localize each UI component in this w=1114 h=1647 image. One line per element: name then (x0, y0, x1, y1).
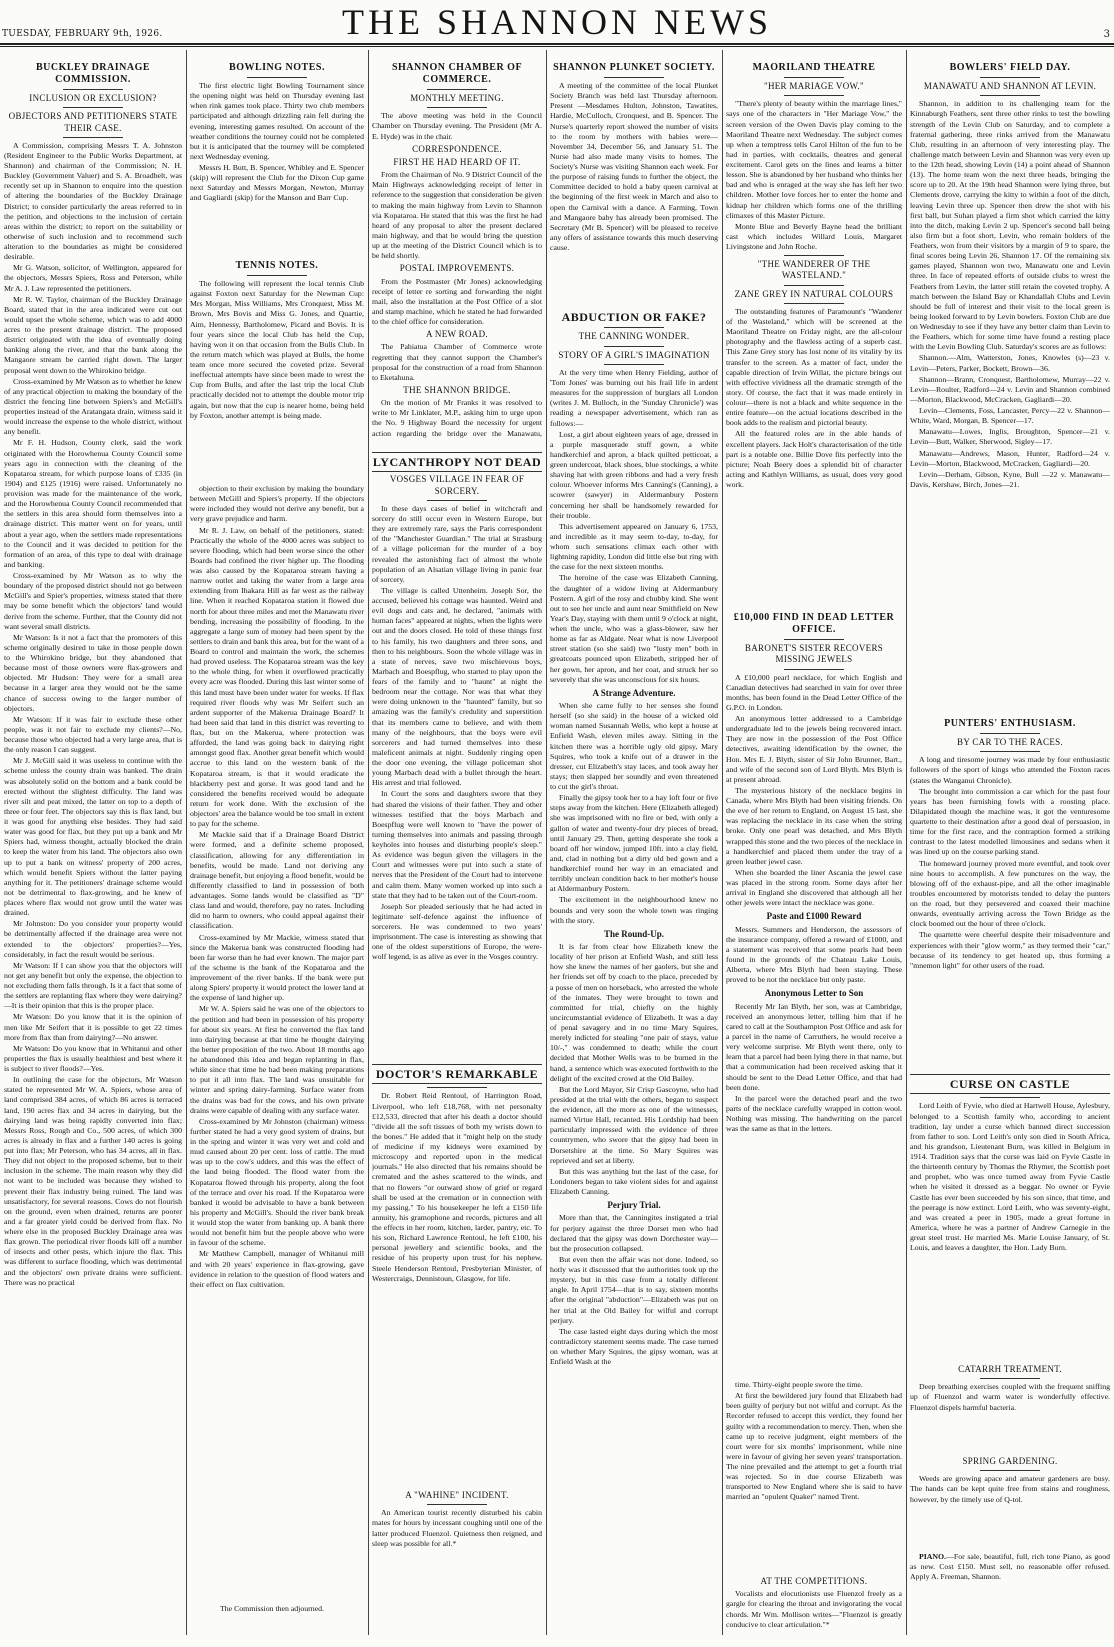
section-heading: Paste and £1000 Reward (766, 911, 862, 922)
divider (63, 107, 123, 108)
article-title: CATARRH TREATMENT. (958, 1364, 1062, 1374)
article-doctors-remarkable-will (372, 1064, 542, 1484)
paragraph: Recently Mr Ian Blyth, her son, was at Cambridge, received an anonymous letter, telling him that if he cared to call at the Southampton Post Office and ask for a parcel in the name of Carruthers, he would receive a very welcome surprise. Mr Blyth went there, only to learn that a parcel had been lying there in that name, but that a communication had been received asking that it should be sent to the Dead Letter Office, and that had been done. (726, 1001, 902, 1092)
section-heading: Perjury Trial. (607, 1200, 661, 1211)
paragraph: The village is called Uttenheim. Joseph Sor, the accused, believed his cottage was haunted. Weird and evil dogs and cats and, he declared, "animals with human faces" appeared at nights, when the lights were out and the doors closed. He told of these things first to his family, his two daughters and three sons, and then to his neighbours. Soon the whole village was in a state of nerves, save two mischievous boys, Marbach and Boespflug, who started to play upon the fears of the family and to "haunt" at night the bedroom near the cottage. Nor was that what they were doing unknown to the "haunted" family, but so amazing was the family's credulity and superstition that its members came to believe, and with them many of the neighbours, that the boys were evil sorcerers and had turned themselves into these maleficent animals at night. Suddenly ringing open the door one evening, the village policeman shot young Marbach dead with a bullet through the heart. His arrest and trial followed. (372, 585, 542, 788)
article-title: LYCANTHROPY NOT DEAD (372, 455, 542, 469)
paragraph: The quartette were cheerful despite their misadventure and experiences with their "glow worm," as they termed their "car," because of its tendency to get heated up, thus forming a "mnemon light" for other users of the road. (910, 930, 1110, 970)
divider (980, 1470, 1040, 1471)
article-dead-letter-office (726, 610, 902, 1370)
paragraph: But the Lord Mayor, Sir Crisp Gascoyne, who had presided at the trial with the others, began to suspect the evidence, all the more as one of the witnesses, named Virtue Hall, recanted. His Lordship had been particularly impressed with the evidence of three countrymen, who swore that the gipsy had been in Dorsetshire at the time. So Mary Squires was reprieved and set at liberty. (550, 1084, 718, 1165)
article-title: PUNTERS' ENTHUSIASM. (944, 718, 1076, 729)
divider (784, 639, 844, 640)
article-plunket-society (550, 60, 718, 300)
article-title: BUCKLEY DRAINAGE COMMISSION. (35, 62, 151, 85)
paragraph: Mr Mackie said that if a Drainage Board District were formed, and a definite scheme proposed, classification, allowing for any differentiation in benefits, would be made. Land not deriving any drainage benefit, but enjoying a flood benefit, would be differently classified to land in possession of both advantages. Some lands would be classified as "D" class land and would, therefore, pay no rates. Including did no harm to owners, who could appeal against their classification. (190, 830, 364, 931)
column-rule (906, 50, 907, 1635)
paragraph: An anonymous letter addressed to a Cambridge undergraduate led to the jewels being recovered intact. They are now in the possession of the Post Office detectives, awaiting identification by the owner, the Hon. Mrs E. J. Blyth, sister of Sir John Brunner, Bart., and wife of the second son of Lord Blyth. Mrs Blyth is at present abroad. (726, 714, 902, 784)
article-subtitle: BY CAR TO THE RACES. (957, 737, 1063, 747)
paragraph: Mr Watson: If I can show you that the objectors will not get any benefit but only the expense, the objection to not excluding them falls through. Is it a fact that some of the settlers are replanting flax where they were dairying?—It is their opinion that this is the proper place. (4, 960, 182, 1011)
section-heading: "HER MARIAGE VOW." (763, 81, 864, 91)
divider (980, 77, 1040, 78)
section-heading: THE SHANNON BRIDGE. (403, 384, 511, 395)
column-rule (186, 50, 187, 1635)
paragraph: In outlining the case for the objectors, Mr Watson stated he represented Mr W. A. Spiers, whose area of land comprised 384 acres, of which 86 acres is terraced land, 190 acres flax and 34 acres in dairying, but the dairying land was being rapidly converted into flax; Messrs Ross, Rough and Co., 500 acres, of which 300 acres is already in flax and a further 140 acres is going put into flax; Mr Peterson, who has 34 acres, all in flax. They did not object to the proposed scheme, but to their inclusion in the scheme. The main reason why they did not want to be included was because they wished to prevent their flax industry being ruined. The land was unsatisfactory, for several reasons. Cows do not flourish on the ground, even when drained, returns are poorer and a far greater yield could be derived from flax. No where else in the proposed Buckley Drainage area was flax grown. The periodical river floods kill off a number of insects and other pests, which injure the flax. This was different to surface flooding, which was detrimental and the objectors' own private drains were sufficient. There was no practical (4, 1075, 182, 1287)
paragraph: "There's plenty of beauty within the marriage lines," says one of the characters in "Her Mariage Vow," the screen version of the Owen Davis play coming to the Maoriland Theatre next Wednesday. The subject comes up when a temptress tells Carol Hilton of the fun to be had in parties, with cocktails, theatres and general excitement. Carol gets on the lines and learns a bitter lesson. She is abandoned by her husband who thinks her bad and who is enraged at the way she has left her two children. Mother love forces her to enter the home and kidnap her children which forms one of the thrilling climaxes of this Master Picture. (726, 99, 902, 220)
article-title: CURSE ON CASTLE (949, 1077, 1071, 1091)
paragraph: Mr Matthew Campbell, manager of Whitanui mill and with 20 years' experience in flax-growing, gave evidence in relation to the question of flood waters and their effect on flax cultivation. (190, 1249, 364, 1289)
classified-piano-for-sale (910, 1552, 1110, 1642)
divider (604, 346, 664, 347)
article-subtitle: INCLUSION OR EXCLUSION? (29, 93, 157, 103)
paragraph: Messrs H. Butt, B. Spencer, Whibley and E. Spencer (skip) will represent the Club for the Dixon Cup game next Saturday and Messrs Morgan, Newton, Murray and Gagliardi (skip) for the Manson and Barr Cup. (190, 163, 364, 203)
article-abduction-continued (726, 1380, 902, 1570)
paragraph: Messrs. Summers and Henderson, the assessors of the insurance company, offered a reward of £1000, and a statement was received that some pearls had been found in the grounds of the Chateau Lake Louis, Alberta, where Mrs Blyth had been staying. These proved to be not the necklace but only paste. (726, 924, 902, 985)
headline-box (910, 1074, 1110, 1094)
paragraph: From the Chairman of No. 9 District Council of the Main Highways acknowledging receipt of letter in reference to the suggestion that consideration be given to making the main highway from Levin to Shannon via Kopataroa. He stated that this was the first he had heard of any proposal to alter the present declared main highway, and that he would bring the question up at the meeting of the District Council which is to be held shortly. (372, 170, 542, 261)
paragraph: But even then the affair was not done. Indeed, so hotly was it discussed that the authorities took up the mystery, but in this case from a totally different angle. In April 1754—that is to say, sixteen months after the original "abduction"—Elizabeth was put on her trial at the Old Bailey for wilful and corrupt perjury. (550, 1254, 718, 1325)
section-heading: "THE WANDERER OF THE WASTELAND." (757, 259, 871, 281)
section-heading: Anonymous Letter to Son (764, 988, 864, 999)
column-rule (722, 50, 723, 1635)
article-subtitle: MANAWATU AND SHANNON AT LEVIN. (923, 81, 1097, 91)
paragraph: The first electric light Bowling Tournament since the opening night was held on Thursday evening last when rink games took place. Thirty two club members participated and although drizzling rain fell during the evening, interesting games resulted. On account of the weather conditions the tourney could not be completed but it is anticipated that the tourney will be completed next Wednesday evening. (190, 81, 364, 161)
section-heading: A Strange Adventure. (592, 687, 676, 698)
paragraph: All the featured roles are in the able hands of excellent players. Jack Holt's characterisation of the title part is a notable one. Billie Dove fits perfectly into the picture; Noah Beery does a splendid bit of character acting and Kathlyn Williams, as usual, does very good work. (726, 429, 902, 489)
paragraph: objection to their exclusion by making the boundary between McGill and Spiers's property. If the objectors were included they would not derive any benefit, but a very grave prejudice and harm. (190, 484, 364, 524)
headline-box (372, 1064, 542, 1084)
paragraph: The mysterious history of the necklace begins in Canada, where Mrs Blyth had been visiting friends. On the eve of her return to England, on August 15 last, she was replacing the necklace in its case when the string broke. Only one pearl was detached, and Mrs Blyth wrapped this stone and the two pieces of the necklace in a handkerchief and placed them under the tray of a green leather jewel case. (726, 785, 902, 866)
paragraph: Deep breathing exercises coupled with the frequent sniffing up of Fluenzol and warm water is wonderfully effective. Fluenzol dispels harmful bacteria. (910, 1382, 1110, 1412)
article-title: SHANNON CHAMBER OF COMMERCE. (391, 62, 523, 85)
paragraph: The excitement in the neighbourhood knew no bounds and very soon the whole town was ringing with the story. (550, 895, 718, 925)
paragraph: The brought into commission a car which for the past four years has been furnishing fowls with a roosting place. Dilapidated though the machine was, it got the venturesome quartette to their destination after a good deal of persuasion, in time for the first race, and the contraption formed a striking contrast to the latest modelled limousines and sedans when it was lined up on the course parking stand. (910, 786, 1110, 857)
paragraph: Finally the gipsy took her to a hay loft four or five steps away from the kitchen. Here (Elizabeth alleged) she was imprisoned with no fire or bed, with only a gallon of water and twenty-four dry pieces of bread, until January 29. Then, getting desperate she took a board off her window, jumped 10ft. into a clay field, and, clad in nothing but a dirty old bed gown and a handkerchief round her way in an emaciated and terribly unclean condition back to her mother's house at Aldermanbury Postern. (550, 793, 718, 894)
score-line: Manawatu—Lowes, Inglis, Broughton, Spencer—21 v. Levin—Butt, Walker, Sherwood, Sigley—17. (910, 427, 1110, 447)
masthead-rule (0, 43, 1114, 47)
headline-box (372, 452, 542, 472)
paragraph: Lord Leith of Fyvie, who died at Hartwell House, Aylesbury, belonged to a Scottish family who, according to ancient tradition, lay under a curse which banned direct succession from father to son. Lord Leith's only son died in South Africa, and his grandson, Lieutenant Burn, was killed in Belgium in 1914. Tradition says that the curse was laid on Fyvie Castle in the thirteenth century by Thomas the Rhymer, the Scottish poet and prophet, who was once turned away from Fyvie Castle when he visited it dressed as a beggar. No owner or Fyvie Castle has ever been succeeded by his son since, that time, and the peerage is now extinct. Lord Leith, who was seventy-eight, and was created a peer in 1905, made a great fortune in America, where he was a partner of Andrew Carnegie in the great steel trust. He married Ms. Marie Louise January, of St. Louis, and leaves a daughter, the Hon. Lady Burn. (910, 1101, 1110, 1253)
article-title: DOCTOR'S REMARKABLE (375, 1067, 539, 1081)
divider (427, 1087, 487, 1088)
article-title: SPRING GARDENING. (962, 1456, 1058, 1466)
article-subtitle: BARONET'S SISTER RECOVERS MISSING JEWELS (744, 643, 884, 665)
paragraph: The following will represent the local tennis Club against Foxton next Saturday for the Newman Cup: Mrs Morgan, Miss Williams, Mrs Cronquest, Miss M. Brown, Mrs Bovis and Miss G. Jones, and Quartie, Aim, Hennessy, Bartholomew, Picard and Bovis. It is four years since the local Club has held the Cup, having won it on that occasion from the Bulls Club. In the return match which was played at Bulls, the home team once more secured the coveted prize. Several ineffectual attempts have since been made to wrest the Cup from Bulls, and after the last trip the local Club practically decided not to attempt the double motor trip again, but now that the cup is nearer home, being held by Foxton, another attempt is being made. (190, 279, 364, 420)
buckley-closing-line (190, 1604, 542, 1640)
paragraph: The homeward journey proved more eventful, and took over nine hours to accomplish. A few punctures on the way, the blowing off of the exhaust-pipe, and all the other imaginable troubles encountered by motorists tended to delay the punters on the road, but they persevered and coaxed their machine onwards, eventually arriving across the Town Bridge as the clock boomed out the hour of three o'clock. (910, 858, 1110, 929)
divider (247, 275, 307, 276)
section-heading: POSTAL IMPROVEMENTS. (399, 263, 515, 274)
paragraph: From the Postmaster (Mr Jones) acknowledging receipt of letter re sorting and forwarding the night mail, also the installation at the Post Office of a slot and stamp machine, which he stated he had forwarded to the chief office for consideration. (372, 276, 542, 326)
paragraph: The above meeting was held in the Council Chamber on Thursday evening. The President (Mr A. E. Hyde) was in the chair. (372, 111, 542, 141)
section-heading: CORRESPONDENCE. (412, 143, 502, 154)
paragraph: Mr F. H. Hudson, County clerk, said the work originated with the Horowhenua County Council some years ago in connection with the cleaning of the Kopataroa stream, for which purpose loans of £335 (in 1904) and £125 (1916) were raised. Unfortunately no provision was made for the maintenance of the work, and the Horowhenua County Council recommended that the settlers in this area should form themselves into a drainage district. This matter went on for years, until about a year ago, when the settlers made representations to the Council and it was decided to petition for the formation of an area, of this type to deal with drainage and banking. (4, 438, 182, 569)
article-subtitle: OBJECTORS AND PETITIONERS STATE THEIR CASE. (8, 111, 178, 133)
article-title: SHANNON PLUNKET SOCIETY. (553, 62, 715, 73)
divider (247, 77, 307, 78)
paragraph: This advertisement appeared on January 6, 1753, and incredible as it may seem to-day, to-day, for whom such sensations climax each other with lightning rapidity, London did little else but ring with the case for the next sixteen months. (550, 521, 718, 572)
section-heading: A NEW ROAD. (426, 329, 488, 340)
paragraph: time. Thirty-eight people swore the time. (735, 1380, 863, 1389)
paragraph: Cross-examined by Mr Johnston (chairman) witness further stated he had a very good system of drains, but in the spring and winter it was very wet and cold and mud caused about 20 per cent. loss of cattle. The mud was up to the cow's udders, and this was the effect of the land being flooded. The flood water from the Kopataroa flowed through his property, along the foot of the terrace and over his road. If the Kopataroa were banked it would be advisable to have a bank between his property and McGill's. Should the river bank break it would stop the water from banking up. A bank there would not benefit him but the people above who were in favour of the scheme. (190, 1116, 364, 1248)
paragraph: An American tourist recently disturbed his cabin mates for hours by incessant coughing until one of the latter produced Fluenzol. Quietness then reigned, and sleep was possible for all.* (372, 1508, 542, 1548)
divider (604, 327, 664, 328)
paragraph: Joseph Sor pleaded seriously that he had acted in legitimate self-defence against the influence of sorcerers. He was condemned to two years' imprisonment. The case is interesting as showing that one of the oldest superstitions of Europe, the were-wolf legend, is as alive as ever in the Vosges country. (372, 901, 542, 962)
paragraph: A meeting of the committee of the local Plunket Society Branch was held last Thursday afternoon. Present —Mesdames Hulton, Johnston, Tawatites, Hardie, McCulloch, Cronquest, and B. Spencer. The Nurse's quarterly report showed the number of visits to the room by mothers with babies were—November 34, December 56, and January 51. The Nurse had also made many visits to homes. The Society's Nurse was visiting Shannon each week. For the purpose of raising funds to further the object, the Committee decided to hold a baby queen carnival at the beginning of the first week in March and also to open the Carnival with a dance. A Farming, Town and Mangaore baby has already been promised. The Secretary (Mr B. Spencer) will be pleased to receive any offers of assistance towards this much deserving cause. (550, 81, 718, 252)
section-heading: FIRST HE HAD HEARD OF IT. (393, 156, 521, 167)
paragraph: Mr Watson: Do you know that it is the opinion of men like Mr Seifert that it is possible to get 22 times more from flax than from dairying?—No answer. (4, 1012, 182, 1042)
article-subtitle: VOSGES VILLAGE IN FEAR OF SORCERY. (389, 474, 525, 496)
article-buckley-drainage (4, 60, 182, 1642)
paragraph: At first the bewildered jury found that Elizabeth had been guilty of perjury but not wilful and corrupt. As the Recorder refused to accept this verdict, they found her guilty with a recommendation to mercy. Then, when she came up to receive judgment, eight members of the court were for six months' imprisonment, while nine were in favour of giving her seven years' transportation. The nine prevailed and the attempt to get a fourth trial was rejected. So in due course Elizabeth was transported to New England where she is said to have married an "opulent Quaker" named Trent. (726, 1391, 902, 1502)
divider (784, 285, 844, 286)
paragraph: A £10,000 pearl necklace, for which English and Canadian detectives had searched in vain for over three months, has been found in the Dead Letter Office of the G.P.O. in London. (726, 672, 902, 712)
article-lycanthropy (372, 452, 542, 1058)
section-heading: The Round-Up. (603, 928, 665, 939)
article-title: £10,000 FIND IN DEAD LETTER OFFICE. (733, 612, 895, 635)
article-maoriland-theatre (726, 60, 902, 600)
divider (784, 669, 844, 670)
article-spring-gardening (910, 1454, 1110, 1540)
divider (63, 137, 123, 138)
paragraph: Mr J. McGill said it was useless to continue with the scheme unless the county drain was banked. The drain was absolutely solid on the bottom and a bank could be erected without the slightest difficulty. The land was river silt and peat mixed, the latter on top to a depth of three or four feet. The objectors say this is flax land, but it was good for anything else besides. They had said water was good for flax, but they put up a bank and Mr Spiers had, witness thought, actually blocked the drain to keep the water from his land. The objectors also own up to put a bank on witness' property of 200 acres, which would benefit Spiers without the latter paying anything for it. The petitioners' drainage scheme would not be detrimental to flax-growing, and he knew of places where flax would not grow until the water was drained. (4, 756, 182, 918)
divider (980, 733, 1040, 734)
issue-date: TUESDAY, FEBRUARY 9th, 1926. (2, 29, 163, 39)
section-heading: ZANE GREY IN NATURAL COLOURS (734, 288, 894, 299)
paragraph: When she boarded the liner Ascania the jewel case was placed in the strong room. Some days after her arrival in England she discovered that although all her other jewels were intact the necklace was gone. (726, 867, 902, 908)
paragraph: Mr W. A. Spiers said he was one of the objectors to the petition and had been in possession of his property for about six years. At first he converted the flax land into dairying because at that time he thought dairying the better proposition of the two. About 18 months ago he abandoned this idea and began replanting in flax, while since that time he had been making preparations to put it all into flax. The land was unsuitable for winter and spring dairy-farming. Surface water from the drains was bad for the cows, and his own private drains were capable of dealing with any surface water. (190, 1004, 364, 1115)
article-chamber-of-commerce (372, 60, 542, 440)
paragraph: Mr R. J. Law, on behalf of the petitioners, stated: Practically the whole of the 4000 acres was subject to severe flooding, which had been worse since the other Boards had confined the river higher up. The flooding was also caused by the Kopataroa stream having a narrow outlet and taking the water from a large area extending from Ihakara Hill as far west as the railway line. When it reached Kopataroa station it flowed due north for about three miles and met the Manawatu river bending, increasing the possibility of flooding. In the aggregate a large sum of money had been spent by the settlers to drain and bank this area, but for the want of a Board to control and maintain the work, the schemes had proved useless. The Kopataroa stream was the key to the whole thing, for when it overflowed practically every acre was flooded. During this last winter some of this land must have been under water for weeks. If flax required river floods why was Mr Seifert such an ardent supporter of the Makerua Drainage Board? It had been said that land in this district was reverting to flax, but on the Makerua, where protection was afforded, the land was going back to dairying right amongst good flax. Another great benefit which would accrue to this land on the western bank of the Kopataroa stream, is that it would eradicate the blackberry pest and gorse. It was good land and he considered the benefits received would be adequate return for work done. With the exclusion of the objectors' area the balance would be too small in extent to pay for the scheme. (190, 525, 364, 829)
page-number: 3 (1103, 29, 1110, 40)
paragraph: When she came fully to her senses she found herself (so she said) in the house of a wicked old woman named Susannah Wells, who kept a house at Enfield Wash, eleven miles away. Sitting in the kitchen there was a horrible ugly old gipsy, Mary Squires, who took a knife out of a drawer in the dresser, cut Elizabeth's stay laces, and took away her stays; then slapped her soundly and even threatened to cut the girl's throat. (550, 701, 718, 792)
paragraph: In these days cases of belief in witchcraft and sorcery do still occur even in Western Europe, but they are extremely rare, says the Paris correspondent of the "Manchester Guardian." The trial at Strasburg of a village policeman for the murder of a boy revealed the astonishing fact of almost the whole population of an Alsatian village living in panic fear of sorcery. (372, 503, 542, 584)
divider (784, 255, 844, 256)
column-rule (546, 50, 547, 1635)
divider (427, 107, 487, 108)
article-at-the-competitions (726, 1574, 902, 1642)
paragraph: Cross-examined by Mr Watson as to whether he knew of any practical objection to making the boundary of the district the fencing line between Spiers's and McGill's properties instead of the Aratangata drain, witness said it would increase the expense to the whole district, without any benefit. (4, 376, 182, 437)
masthead (0, 0, 1114, 50)
classified-text: —For sale, beautiful, full, rich tone Piano, as good as new. Cost £150. Must sell, no reasonable offer refused. Apply A. Freeman, Shannon. (910, 1552, 1110, 1582)
paragraph: Mr Watson: Do you know that in Whitanui and other properties the flax is usually healthiest and best where it is subject to river floods?—Yes. (4, 1043, 182, 1073)
paragraph: On the motion of Mr Franks it was resolved to write to Mr Linklater, M.P., asking him to urge upon the No. 9 Highway Board the necessity for urgent action regarding the bridge over the Manawatu, (372, 398, 542, 438)
divider (604, 77, 664, 78)
article-subtitle: THE CANNING WONDER. (578, 331, 690, 342)
article-abduction-or-fake (550, 308, 718, 1642)
article-tennis-notes (190, 258, 364, 478)
paragraph: The Pahiatua Chamber of Commerce wrote regretting that they cannot support the Chamber's proposal for the construction of a road from Shannon to Eketahuna. (372, 342, 542, 382)
paragraph: The Commission then adjourned. (220, 1604, 324, 1613)
classified-lead: PIANO. (919, 1552, 947, 1561)
paragraph: Mr G. Watson, solicitor, of Wellington, appeared for the objectors, Messrs Spiers, Ross and Peterson, while Mr A. J. Law represented the petitioners. (4, 263, 182, 293)
score-line: Levin—Derham, Gibson, Kyne, Bull —22 v. Manawatu—Davis, Kershaw, Birch, Jones—21. (910, 469, 1110, 489)
article-curse-on-castle (910, 1074, 1110, 1356)
article-subtitle: STORY OF A GIRL'S IMAGINATION (558, 349, 710, 360)
divider (784, 77, 844, 78)
article-wahine-incident (372, 1488, 542, 1588)
paragraph: Cross-examined by Mr Watson as to why the boundary of the proposed district should not go between McGill's and Spier's properties, witness stated that there may be some benefit which the objectors' land would derive from the scheme. Further, that the County did not want several small districts. (4, 571, 182, 631)
article-title: AT THE COMPETITIONS. (760, 1576, 868, 1586)
paragraph: Mr R. W. Taylor, chairman of the Buckley Drainage Board, stated that in the area indicated were cut out would upset the whole scheme, which was to add 4000 acres to the present drainage district. The proposed district originated with the idea of eventually doing banking along the river, and that the bank along the Mangaore stream be carried right down. The larger proposal went down to the Whirokino bridge. (4, 294, 182, 375)
article-title: ABDUCTION OR FAKE? (561, 310, 707, 324)
paragraph: Mr Watson: If it was fair to exclude these other people, was it not fair to exclude my clients?—No, because those who objected had a very large area, that is the only reason I can suggest. (4, 714, 182, 755)
paragraph: Mr Watson: Is it not a fact that the promoters of this scheme originally desired to take in those people down to the Whirokino bridge, but they abandoned that because most of those owners were flax-growers and objected. Mr Hudson: They were for a small area because in a larger area they would not be the same chance of success owing to the larger number of objectors. (4, 632, 182, 713)
paragraph: At the very time when Henry Fielding, author of 'Tom Jones' was burning out his frail life in ardent measures for the suppression of burglars all London (writes J. M. Bulloch, in the 'Sunday Chronicle') was reading a newspaper advertisement, which ran as follows:— (550, 367, 718, 428)
paragraph: Dr. Robert Reid Rentoul, of Harrington Road, Liverpool, who left £18,768, with net personalty £12,533, directed that after his death a doctor should "divide all the soft tissues of both my wrists down to the bones." He added that it "might help on the study of medicine if my kidneys were examined by microscopy and reported upon in the medical journals." He also directed that his remains should be cremated and the ashes scattered to the winds, and that no flowers "or outward show of grief or regard shall be used at the cremation or in connection with my passing." To his housekeeper he left a £150 life annuity, his gramophone and records, pictures and all the effects in her room, kitchen, larder, pantry, etc. To his son, Richard Lawrence Rentoul, he left £100, his personal jewellery and scientific books, and the residue of his property upon trust for his nephew, Steele Henderson Rentoul, Presbyterian Minister, of Westercraigs, Dennistoun, Glasgow, for life. (372, 1091, 542, 1283)
article-catarrh-treatment (910, 1362, 1110, 1448)
divider (784, 95, 844, 96)
column-rule (368, 50, 369, 1635)
divider (427, 500, 487, 501)
paragraph: The outstanding features of Paramount's "Wanderer of the Wasteland," which will be screened at the Maoriland Theatre on Friday night, are the all-colour photography and the flawless acting of a superb cast. This Zane Grey story has lost none of its vitality by its transfer to the screen. As a matter of fact, under the capable direction of Irvin Willat, the picture brings out with effective vividness all the dramatic strength of the story. Of course, the fact that it was made entirely in colour—there is not a black and white sequence in the entire feature—on the actual locations described in the book adds to the realism and pictorial beauty. (726, 306, 902, 428)
article-title: BOWLING NOTES. (229, 62, 325, 73)
divider (980, 95, 1040, 96)
paragraph: The heroine of the case was Elizabeth Canning, the daughter of a widow living at Aldermanbury Postern. A girl of the rosy and chubby kind. She went out to see her uncle and aunt near Smithfield on New Year's Day, staying with them until 9 o'clock at night, when the uncle, who was a glass-blower, saw her home as far as Aldgate. Near what is now Liverpool street station (so she said) two "lusty men" both in greatcoats pounced upon Elizabeth, stripped her of her gown, her apron, and her coat, and struck her so severely that she was unconscious for six hours. (550, 573, 718, 684)
score-line: Manawatu—Andrews, Mason, Hunter, Radford—24 v. Levin—Morton, Blackwood, McCracken, Gagliardi—20. (910, 448, 1110, 468)
article-buckley-continued (190, 484, 364, 1642)
divider (427, 89, 487, 90)
article-title: TENNIS NOTES. (235, 260, 319, 271)
paragraph: Mr Johnston: Do you consider your property would be detrimentally affected if the drainage area were not extended to the objectors' properties?—Yes, considerably, in fact the result would be serious. (4, 919, 182, 959)
paragraph: Cross-examined by Mr Mackie, witness stated that since the Makerua bank was constructed flooding had been far worse than he had ever known. The major part of the scheme is the bank of the Kopataroa and the improvement of the river banks. If the bank were put along Spiers' property it would protect the lower land at the expense of land higher up. (190, 932, 364, 1003)
divider (980, 1097, 1040, 1098)
paragraph: The case lasted eight days during which the most contradictory statement seems made. The case turned on whether Mary Squires, the gipsy woman, was at Enfield Wash at the (550, 1326, 718, 1367)
paragraph: It is far from clear how Elizabeth knew the locality of her prison at Enfield Wash, and still less how she knew the names of her gaolers, but she and her friends set off by coach to the place, preceded by a posse of men on horseback, who arrested the whole of the inmates. They were brought to town and committed for trial, chiefly on the highly uncircumstantial evidence of Elizabeth. It was a day of penal savagery and in no time Mary Squires, merely indicted for stealing "one pair of stays, value 10/-," was condemned to death; while the court decided that Mother Wells was to be burned in the hand, a sentence which was executed forthwith to the delight of the excited crowd at the Old Bailey. (550, 942, 718, 1083)
paragraph: Shannon, in addition to its challenging team for the Kinnaburgh Feathers, sent three other rinks to test the bowling strength of the Levin Club on Saturday, and to complete a fraternal gathering, three rinks arrived from the Manawatu Club, resulting in an afternoon of very interesting play. The challenge match between Levin and Shannon was very even up to the 12th head, showing Levin (14) a point ahead of Shannon (13). The home team won the next three heads, bringing the score up to 20. At the 19th head Shannon were lying three, but Clements drove, carrying the kitty to within a foot of the ditch, leaving Levin three up. Spencer then drew the shot with his first ball, but Suhan played a firm shot which carried the kitty into the ditch, making Levin 2 up. Spencer's second ball being also firm but a foot short, Levin, who remain holders of the Feathers, won from their visitors by a margin of 9 to spare, the final scores being Levin 26, Shannon 17. Of the remaining six games played, Shannon won two, Manawatu one and Levin three. In face of repeated efforts of outside clubs to wrest the Feathers from Levin, the latter still retain the coveted trophy. A match between the Island Bay or Khandallah Clubs and Levin should be full of interest and their visit to the local green is being looked forward to by Levin bowlers. Foxton Club are due on Wednesday to see if they have any better claim than Levin to the Feathers, which for some time have found a resting place with the Levin Bowling Club. Saturday's scores are as follows: (910, 99, 1110, 352)
divider (980, 751, 1040, 752)
paragraph: Vocalists and elocutionists use Fluenzol freely as a gargle for clearing the throat and invigorating the vocal chords. Mr Wm. Mollison writes—"Fluenzol is greatly conducive to clear articulation."* (726, 1589, 902, 1629)
article-bowling-notes (190, 60, 364, 250)
paragraph: But this was anything but the last of the case, for Londoners began to take violent sides for and against Elizabeth Canning. (550, 1166, 718, 1197)
newspaper-title: THE SHANNON NEWS (342, 2, 772, 42)
paragraph: Weeds are growing apace and amateur gardeners are busy. The hands can be kept quite free from stains and roughness, however, by the timely use of Q-tol. (910, 1474, 1110, 1504)
article-title: A "WAHINE" INCIDENT. (405, 1490, 509, 1500)
divider (604, 364, 664, 365)
article-title: BOWLERS' FIELD DAY. (949, 62, 1071, 73)
paragraph: A Commission, comprising Messrs T. A. Johnston (Resident Engineer to the Public Works Department, at Shannon) and chairman of the Commission; N. H. Buckley (Government Valuer) and S. A. Broadbelt, was recently set up in Shannon to enquire into the question of altering the boundaries of the Buckley Drainage District; to consider particularly the areas referred to in the petition, and objections to the inclusion of certain areas within the district; to report on the suitability or otherwise of such inclusion and to recommend such alteration to the boundaries as might be considered desirable. (4, 140, 182, 262)
paragraph: A long and tiresome journey was made by four enthusiastic followers of the sport of kings who attended the Foxton races (states the Wanganui Chronicle). (910, 755, 1110, 785)
paragraph: Monte Blue and Beverly Bayne head the brilliant cast which includes Willard Louis, Margaret Livingstone and John Roche. (726, 221, 902, 251)
article-bowlers-field-day (910, 60, 1110, 710)
article-punters-enthusiasm (910, 716, 1110, 1068)
score-line: Levin—Clements, Foss, Lancaster, Percy—22 v. Shannon—White, Ward, Morgan, B. Spencer—17. (910, 406, 1110, 426)
paragraph: Lost, a girl about eighteen years of age, dressed in a purple masquerade stuff gown, a white handkerchief and apron, a black quilted petticoat, a green undercoat, black shoes, blue stockings, a white shaving hat with green ribbons and had a very fresh colour. Whoever informs Mrs Canning's (Canning), a scowrer (sawyer) in Aldermanbury Postern concerning her shall be handsomely rewarded for their trouble. (550, 429, 718, 520)
article-title: MAORILAND THEATRE (752, 62, 876, 73)
paragraph: More than that, the Canningites instigated a trial for perjury against the three Dorset men who had declared that the gipsy was down Dorchester way—but the prosecution collapsed. (550, 1213, 718, 1253)
article-subtitle: MONTHLY MEETING. (410, 93, 504, 103)
divider (427, 1504, 487, 1505)
divider (63, 89, 123, 90)
paragraph: In Court the sons and daughters swore that they had shared the visions of their father. They and other witnesses testified that the boys Marbach and Boespflug were well known to "have the power of turning themselves into animals and passing through keyholes into houses and disturbing people's sleep." As evidence was begun given the villagers in the Court and witnesses were put into such a state of nerves that the President of the Court had to intervene and calm them. Many women worked up into such a state that they had to be taken out of the Court-room. (372, 789, 542, 900)
score-line: Shannon.—Alm, Watterston, Jones, Knowles (s)—23 v. Levin—Peters, Parker, Bockett, Brown—36. (910, 353, 1110, 373)
paragraph: In the parcel were the detached pearl and the two parts of the necklace carefully wrapped in cotton wool. Nothing was missing. The handwriting on the parcel was the same as that in the letters. (726, 1093, 902, 1134)
classified-ad (910, 1552, 1110, 1582)
divider (980, 1378, 1040, 1379)
score-line: Shannon—Brann, Cronquest, Bartholomew, Murray—22 v. Levin—Roulter, Radford—24 v. Levin and Shannon combined—Morton, Blackwood, McCracken, Gagliardi—20. (910, 374, 1110, 404)
divider (784, 303, 844, 304)
